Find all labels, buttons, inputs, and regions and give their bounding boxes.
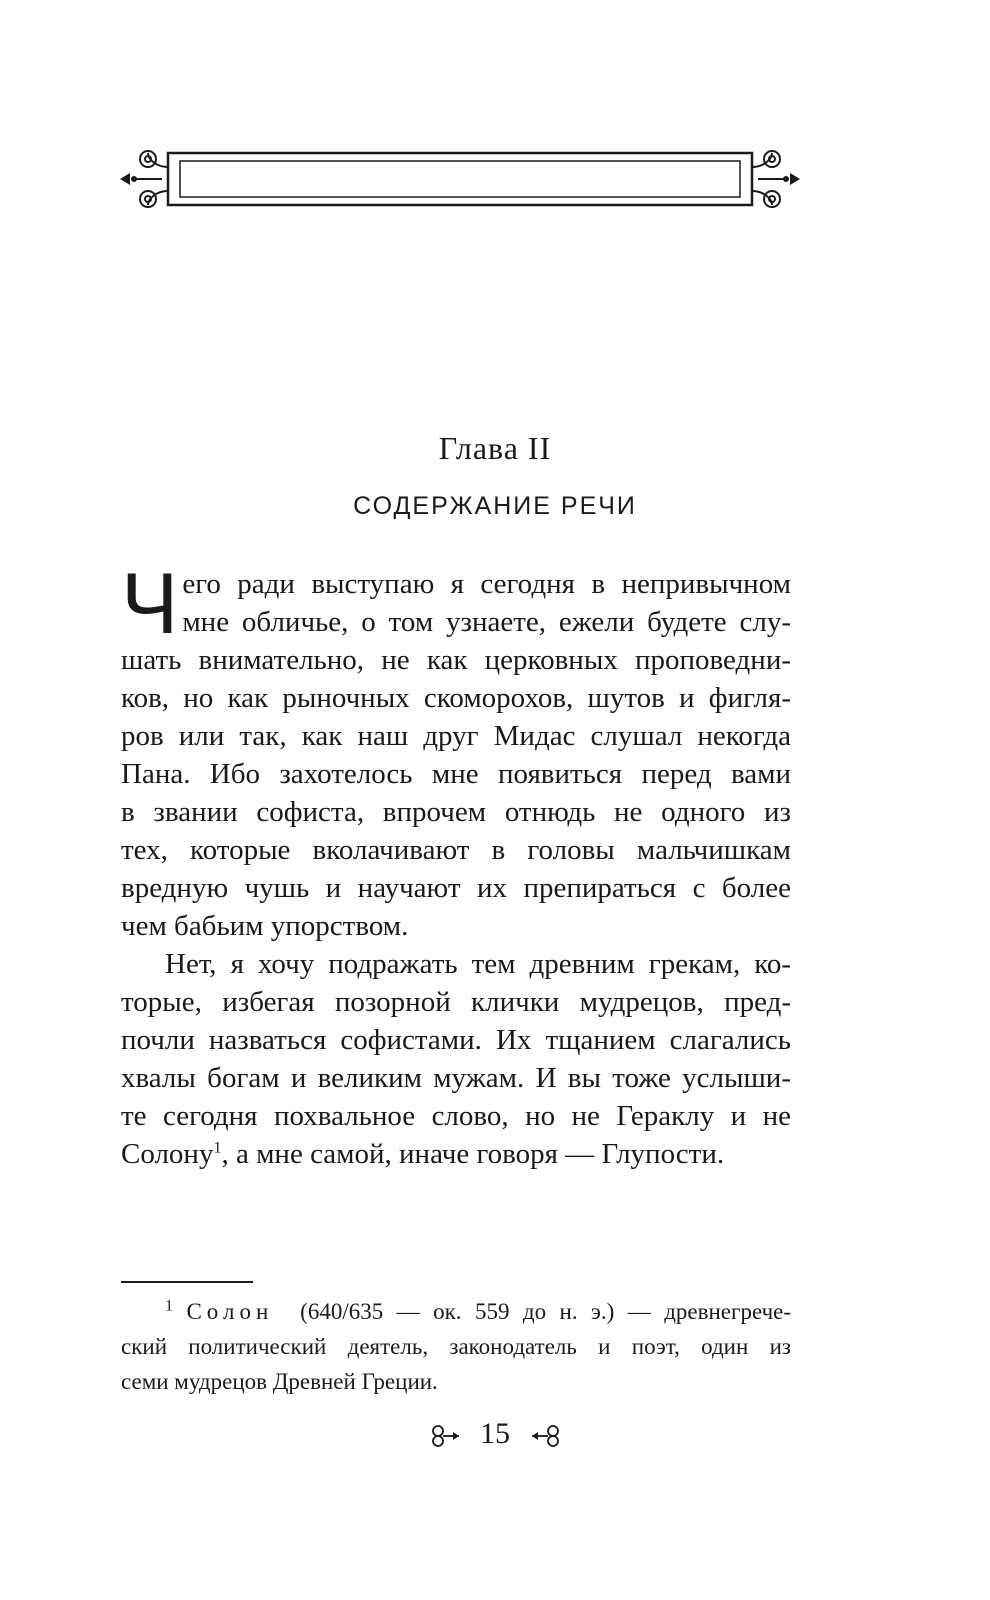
footnote-line — [121, 1294, 791, 1329]
footnote-name: Солон — [186, 1299, 274, 1324]
text-line: в звании софиста, впрочем отнюдь не одного из — [121, 796, 791, 828]
text-line: его ради выступаю я сегодня в непривычном — [182, 568, 791, 600]
text-line: мне обличье, о том узнаете, ежели будете слу- — [182, 606, 791, 638]
text-line: тех, которые вколачивают в головы мальчишкам — [121, 834, 791, 866]
folio-left-ornament-icon — [429, 1424, 463, 1448]
text-line-end: , а мне самой, иначе говоря — Глупости. — [221, 1138, 725, 1170]
chapter-title: СОДЕРЖАНИЕ РЕЧИ — [353, 492, 637, 520]
paragraph-1 — [121, 556, 791, 945]
text-line: торые, избегая позорной клички мудрецов, пред- — [121, 986, 791, 1018]
chapter-number: Глава II — [438, 430, 552, 466]
paragraph-2 — [121, 945, 791, 1173]
body-text — [121, 556, 791, 1173]
header-ornament-frame — [118, 145, 802, 213]
footnote — [121, 1294, 791, 1399]
text-line: те сегодня похвальное слово, но не Гераклу и не — [121, 1100, 791, 1132]
text-line: вредную чушь и научают их препираться с более — [121, 872, 791, 904]
footnote-text: (640/635 — ок. 559 до н. э.) — древнегрече- — [300, 1299, 792, 1324]
footnote-separator — [121, 1281, 253, 1283]
text-line — [121, 1135, 791, 1173]
footnote-reference[interactable]: 1 — [213, 1139, 222, 1157]
footnote-line: семи мудрецов Древней Греции. — [121, 1369, 438, 1394]
footnote-marker: 1 — [165, 1297, 173, 1315]
text-line: чем бабьим упорством. — [121, 910, 409, 942]
drop-cap: Ч — [121, 556, 179, 652]
page-number: 15 — [480, 1417, 510, 1450]
text-line: ков, но как рыночных скоморохов, шутов и фигля- — [121, 682, 791, 714]
solon-word: Солону — [121, 1138, 214, 1170]
folio-right-ornament-icon — [528, 1424, 562, 1448]
text-line: ров или так, как наш друг Мидас слушал некогда — [121, 720, 791, 752]
footnote-line: ский политический деятель, законодатель и поэт, один из — [121, 1334, 791, 1359]
text-line: почли назваться софистами. Их тщанием слагались — [121, 1024, 791, 1056]
text-line: Пана. Ибо захотелось мне появиться перед вами — [121, 758, 791, 790]
page-footer — [0, 1417, 990, 1451]
text-line: Нет, я хочу подражать тем древним грекам, ко- — [165, 948, 791, 980]
text-line: хвалы богам и великим мужам. И вы тоже услыши- — [121, 1062, 791, 1094]
text-line: шать внимательно, не как церковных проповедни- — [121, 644, 791, 676]
